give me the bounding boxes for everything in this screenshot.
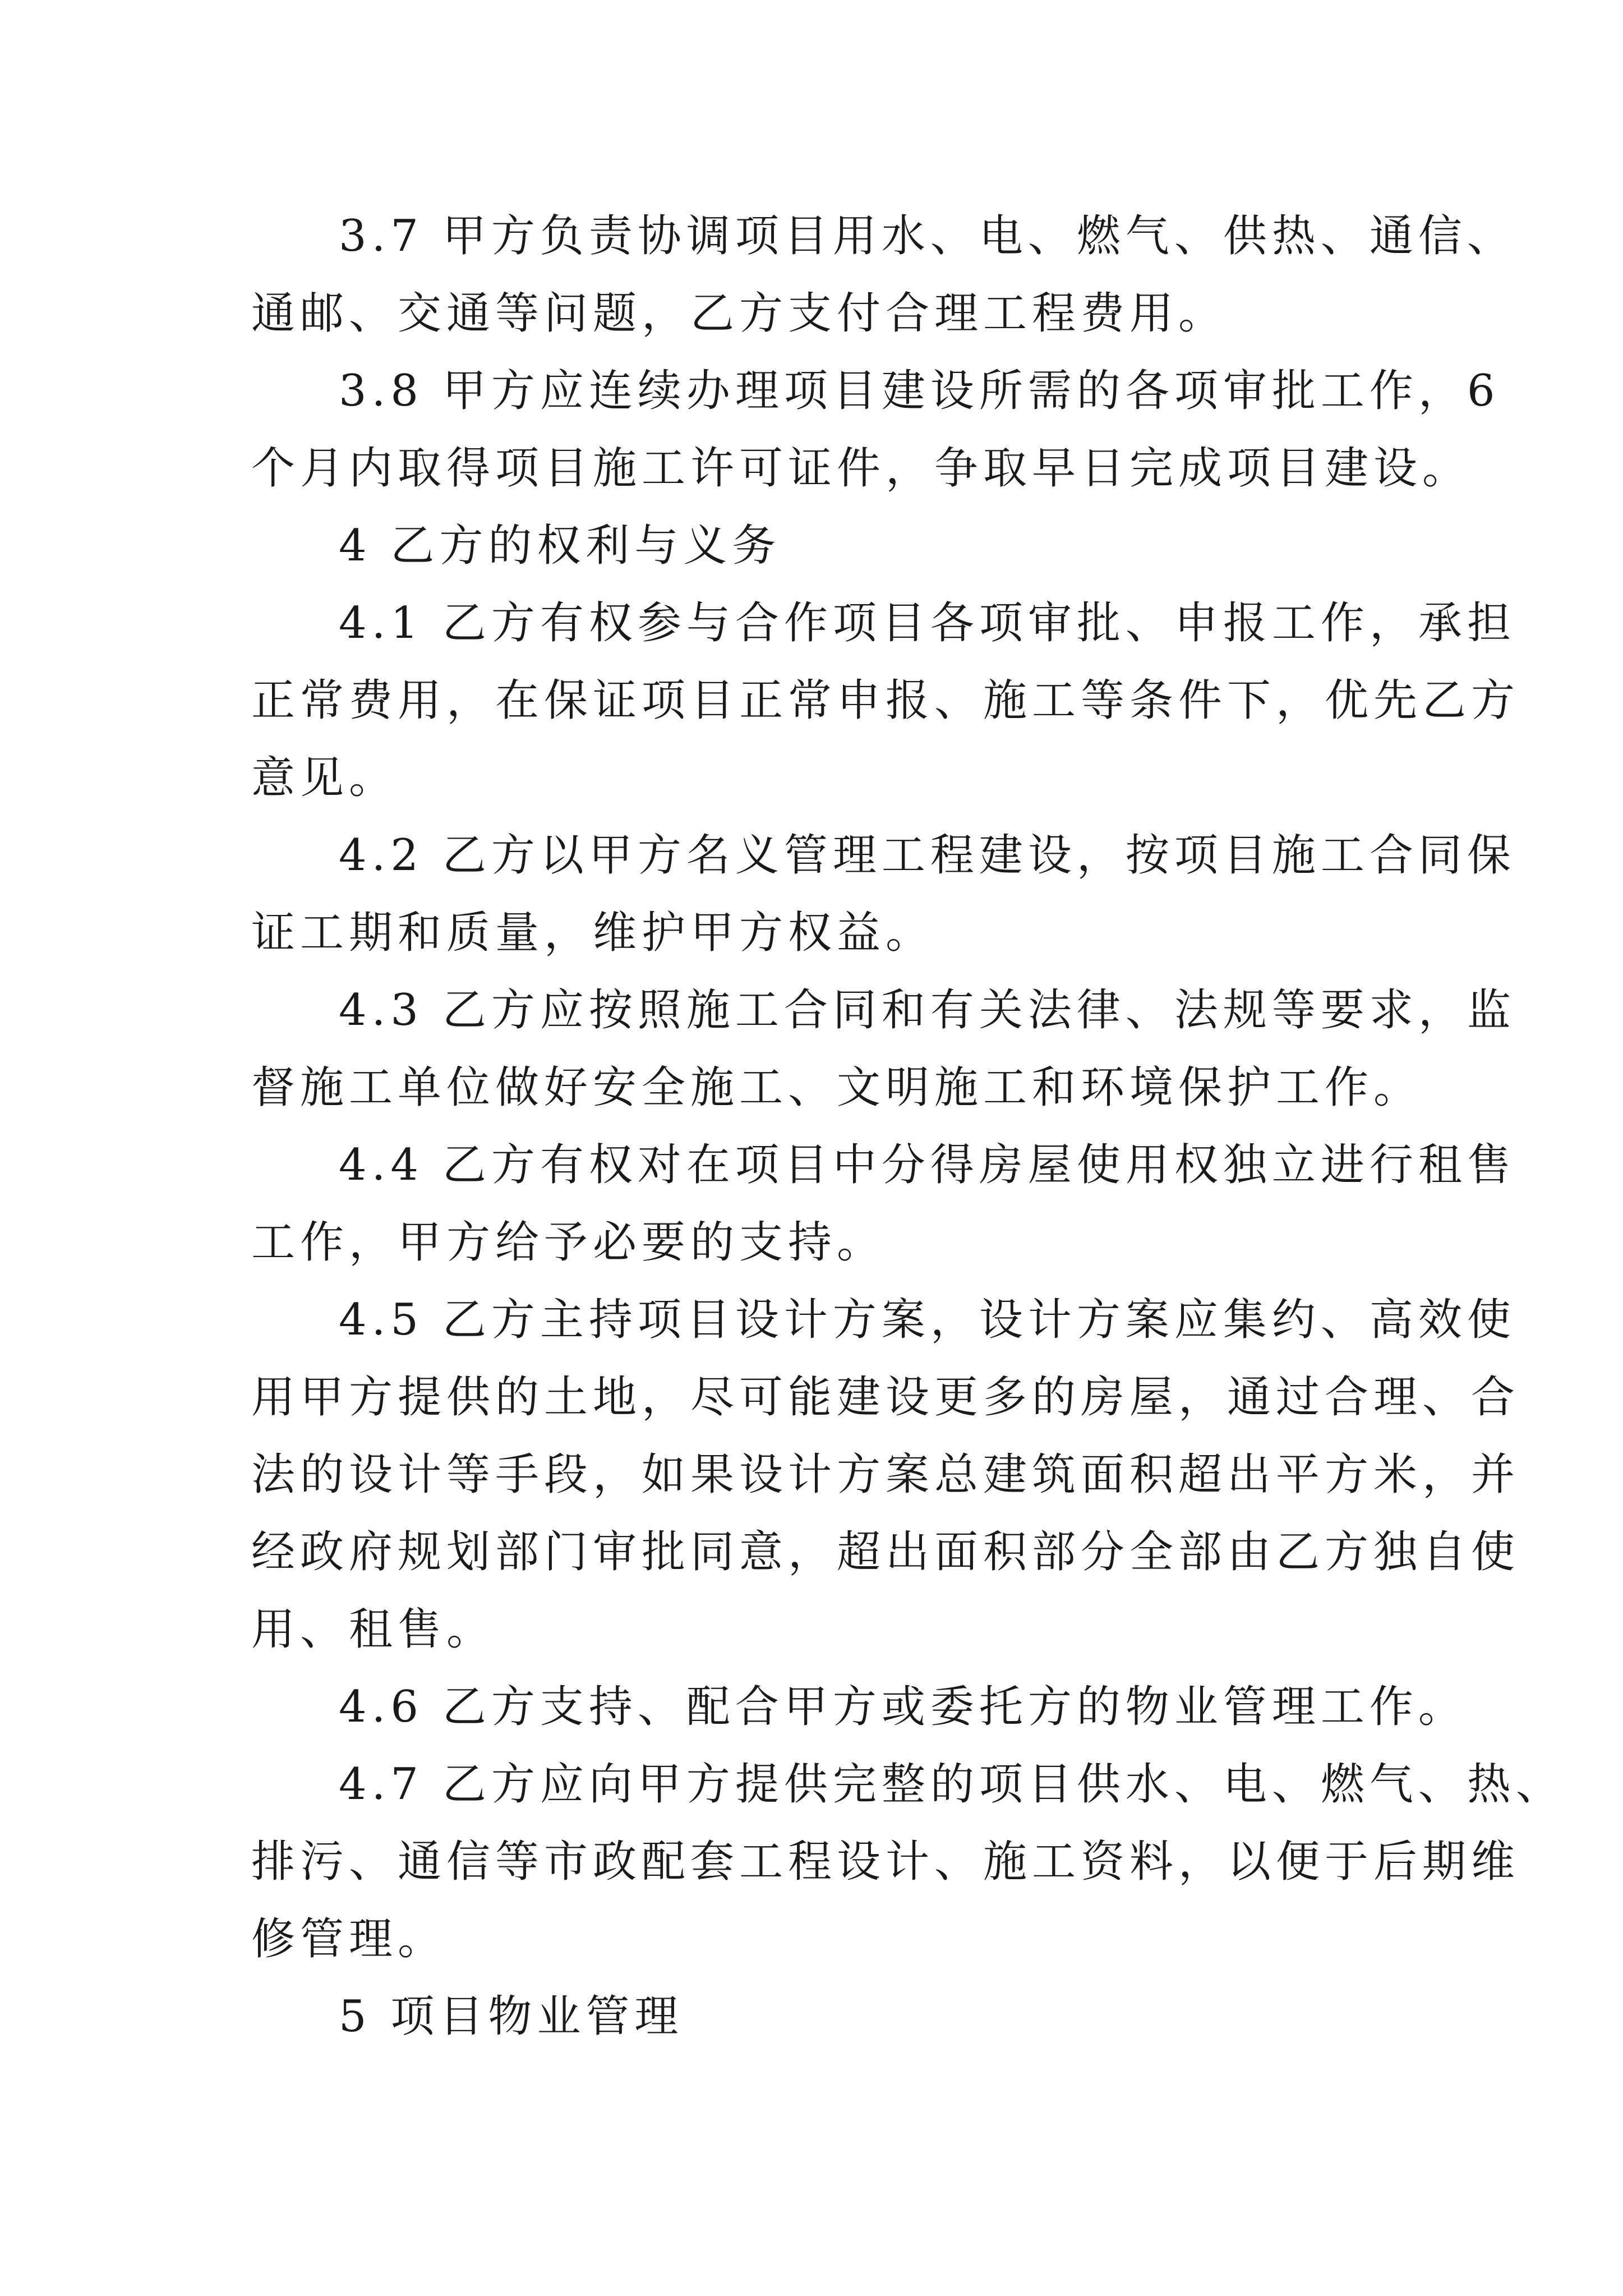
clause-4-2 xyxy=(251,817,1516,972)
clause-3-7-line-2: 通邮、交通等问题，乙方支付合理工程费用。 xyxy=(251,288,1228,339)
clause-4-4-line-1: 4.4 乙方有权对在项目中分得房屋使用权独立进行租售 xyxy=(339,1140,1516,1190)
clause-4-3-line-2: 督施工单位做好安全施工、文明施工和环境保护工作。 xyxy=(251,1062,1423,1113)
clause-3-7-line-1: 3.7 甲方负责协调项目用水、电、燃气、供热、通信、 xyxy=(339,211,1516,261)
clause-4-5-line-3: 法的设计等手段，如果设计方案总建筑面积超出平方米，并 xyxy=(251,1450,1520,1500)
clause-4-7-line-3: 修管理。 xyxy=(251,1914,447,1964)
clause-4-7-line-1: 4.7 乙方应向甲方提供完整的项目供水、电、燃气、热、 xyxy=(339,1759,1565,1810)
clause-4-5-line-2: 用甲方提供的土地，尽可能建设更多的房屋，通过合理、合 xyxy=(251,1372,1520,1423)
clause-4-4 xyxy=(251,1126,1516,1281)
clause-4-1 xyxy=(251,585,1520,817)
clause-4-6 xyxy=(251,1668,1467,1746)
clause-4-7 xyxy=(251,1746,1565,1978)
section-4-heading-text: 4 乙方的权利与义务 xyxy=(339,521,781,571)
section-5-heading xyxy=(251,1978,1395,2055)
clause-3-8-line-1: 3.8 甲方应连续办理项目建设所需的各项审批工作，6 xyxy=(339,366,1500,416)
clause-4-2-line-1: 4.2 乙方以甲方名义管理工程建设，按项目施工合同保 xyxy=(339,830,1516,881)
clause-4-5-line-1: 4.5 乙方主持项目设计方案，设计方案应集约、高效使 xyxy=(339,1295,1516,1345)
clause-4-5-line-4: 经政府规划部门审批同意，超出面积部分全部由乙方独自使 xyxy=(251,1527,1520,1577)
document-body xyxy=(251,197,1565,2055)
clause-4-4-line-2: 工作，甲方给予必要的支持。 xyxy=(251,1217,886,1268)
clause-4-2-line-2: 证工期和质量，维护甲方权益。 xyxy=(251,908,935,958)
section-4-heading xyxy=(251,507,1395,585)
clause-4-7-line-2: 排污、通信等市政配套工程设计、施工资料，以便于后期维 xyxy=(251,1837,1520,1887)
clause-4-1-line-3: 意见。 xyxy=(251,753,398,803)
clause-3-7 xyxy=(251,197,1516,352)
section-5-heading-text: 5 项目物业管理 xyxy=(339,1991,684,2042)
clause-4-1-line-2: 正常费用，在保证项目正常申报、施工等条件下，优先乙方 xyxy=(251,675,1520,726)
clause-4-5-line-5: 用、租售。 xyxy=(251,1604,496,1655)
clause-3-8-line-2: 个月内取得项目施工许可证件，争取早日完成项目建设。 xyxy=(251,443,1472,494)
clause-4-1-line-1: 4.1 乙方有权参与合作项目各项审批、申报工作，承担 xyxy=(339,598,1516,648)
clause-4-5 xyxy=(251,1281,1520,1668)
clause-4-6-line-1: 4.6 乙方支持、配合甲方或委托方的物业管理工作。 xyxy=(339,1682,1467,1732)
clause-4-3-line-1: 4.3 乙方应按照施工合同和有关法律、法规等要求，监 xyxy=(339,985,1516,1036)
clause-4-3 xyxy=(251,972,1516,1126)
clause-3-8 xyxy=(251,352,1500,507)
